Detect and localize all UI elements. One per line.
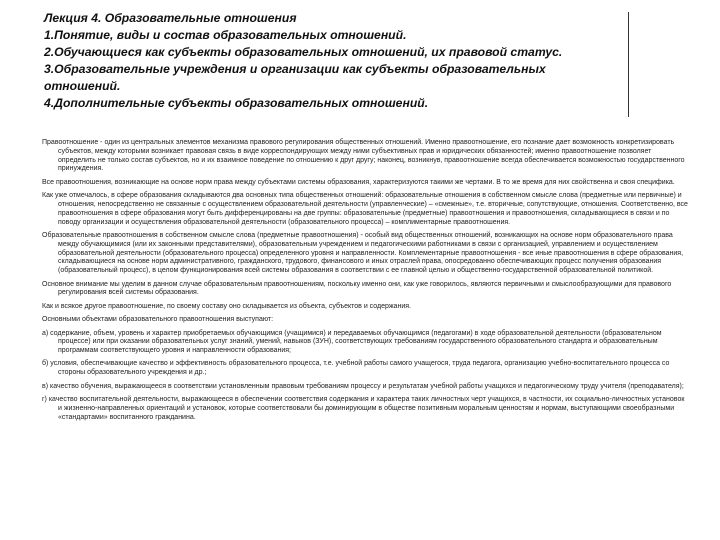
plan-item-2: 2.Обучающиеся как субъекты образовательных отношений, их правовой статус. [44,45,563,59]
plan-item-4: 4.Дополнительные субъекты образовательных отношений. [44,96,429,110]
plan-item-1: 1.Понятие, виды и состав образовательных отношений. [44,28,407,42]
plan-item-3: 3.Образовательные учреждения и организации как субъекты образовательных [44,62,546,76]
paragraph-definitions: Образовательные правоотношения в собственном смысле слова (предметные правоотношения) - особый вид общественных отношений, возникающих на основе норм образовательного права между обучающимися (или их законными представителями), образовательным учреждением и педагогическими работниками в связи с организацией, управлением и осуществлением образовательной деятельности (образовательного процесса) определенного уровня и направленности. Комплементарные правоотношения - все иные правоотношения в сфере образования, складывающиеся на основе норм административного, гражданского, трудового, финансового и иных отраслей права, опосредованно обеспечивающих процесс получения образования (образовательный процесс), в целом функционирования всей системы образования в соответствии с ее главной целью и общественно-государственной образовательной политикой. [42,231,684,275]
lecture-title: Лекция 4. Образовательные отношения [44,11,297,25]
vertical-divider [628,12,629,117]
paragraph-objects-intro: Основными объектами образовательного правоотношения выступают: [42,316,274,324]
paragraph-general-features: Все правоотношения, возникающие на основе норм права между субъектами системы образования, характеризуются такими же чертами. В то же время для них свойственна и своя специфика. [42,178,675,186]
lecture-header [44,10,624,112]
list-item-d: г) качество воспитательной деятельности, выражающееся в обеспечении соответствия содержания и характера таких личностных черт учащихся, в частности, их социально-личностных установок и жизненно-направленных ориентаций и установок, которые соответствовали бы доминирующим в обществе позитивным моральным ценностям и нормам, выступающими своеобразными «стандартами» воспитанного гражданина. [42,396,685,421]
paragraph-composition: Как и всякое другое правоотношение, по своему составу оно складывается из объекта, субъектов и содержания. [42,302,411,310]
list-item-c: в) качество обучения, выражающееся в соответствии установленным правовым требованиям процессу и результатам учебной работы учащихся и педагогическому труду учителя (преподавателя); [42,382,684,390]
paragraph-focus: Основное внимание мы уделим в данном случае образовательным правоотношениям, поскольку именно они, как уже говорилось, являются первичными и смыслообразующими для правового регулирования всей системы образования. [42,280,672,297]
plan-item-3-continued: отношений. [44,79,121,93]
paragraph-two-types: Как уже отмечалось, в сфере образования складываются два основных типа общественных отношений: образовательные отношения в собственном смысле слова (предметные или первичные) и отношения, непосредственно не связанные с осуществлением образовательной деятельности (управленческие) – «смежные», т.е. вторичные, сопутствующие, отношения. Соответственно, все правоотношения в сфере образования могут быть дифференцированы на две группы: образовательные (предметные) правоотношения и правоотношения, складывающиеся в связи и по поводу организации и осуществления образовательной деятельности (образовательного процесса) – комплиментарные правоотношения. [42,192,688,226]
list-item-a: а) содержание, объем, уровень и характер приобретаемых обучающимся (учащимися) и передаваемых обучающимся (педагогами) в ходе образовательной деятельности (образовательном процессе) или при оказании образовательных услуг знаний, умений, навыков (ЗУН), соответствующих требованиям государственного образовательного стандарта и образовательным программам соответствующего уровня и направленности образования; [42,329,662,355]
paragraph-legal-relation: Правоотношение - один из центральных элементов механизма правового регулирования общественных отношений. Именно правоотношение, его познание дает возможность конкретизировать субъектов, между которыми возникает правовая связь в виде корреспондирующих между ними субъективных прав и юридических обязанностей; именно правоотношение позволяет определить не только состав субъектов, но и их взаимное поведение по отношению к друг другу; наконец, возникнув, правоотношение всегда обеспечивается возможностью государственного принуждения. [42,139,685,173]
list-item-b: б) условия, обеспечивающие качество и эффективность образовательного процесса, т.е. учебной работы самого учащегося, труда педагога, организацию учебно-воспитательного процесса со стороны образовательного учреждения и др.; [42,360,670,377]
lecture-body [42,139,688,427]
